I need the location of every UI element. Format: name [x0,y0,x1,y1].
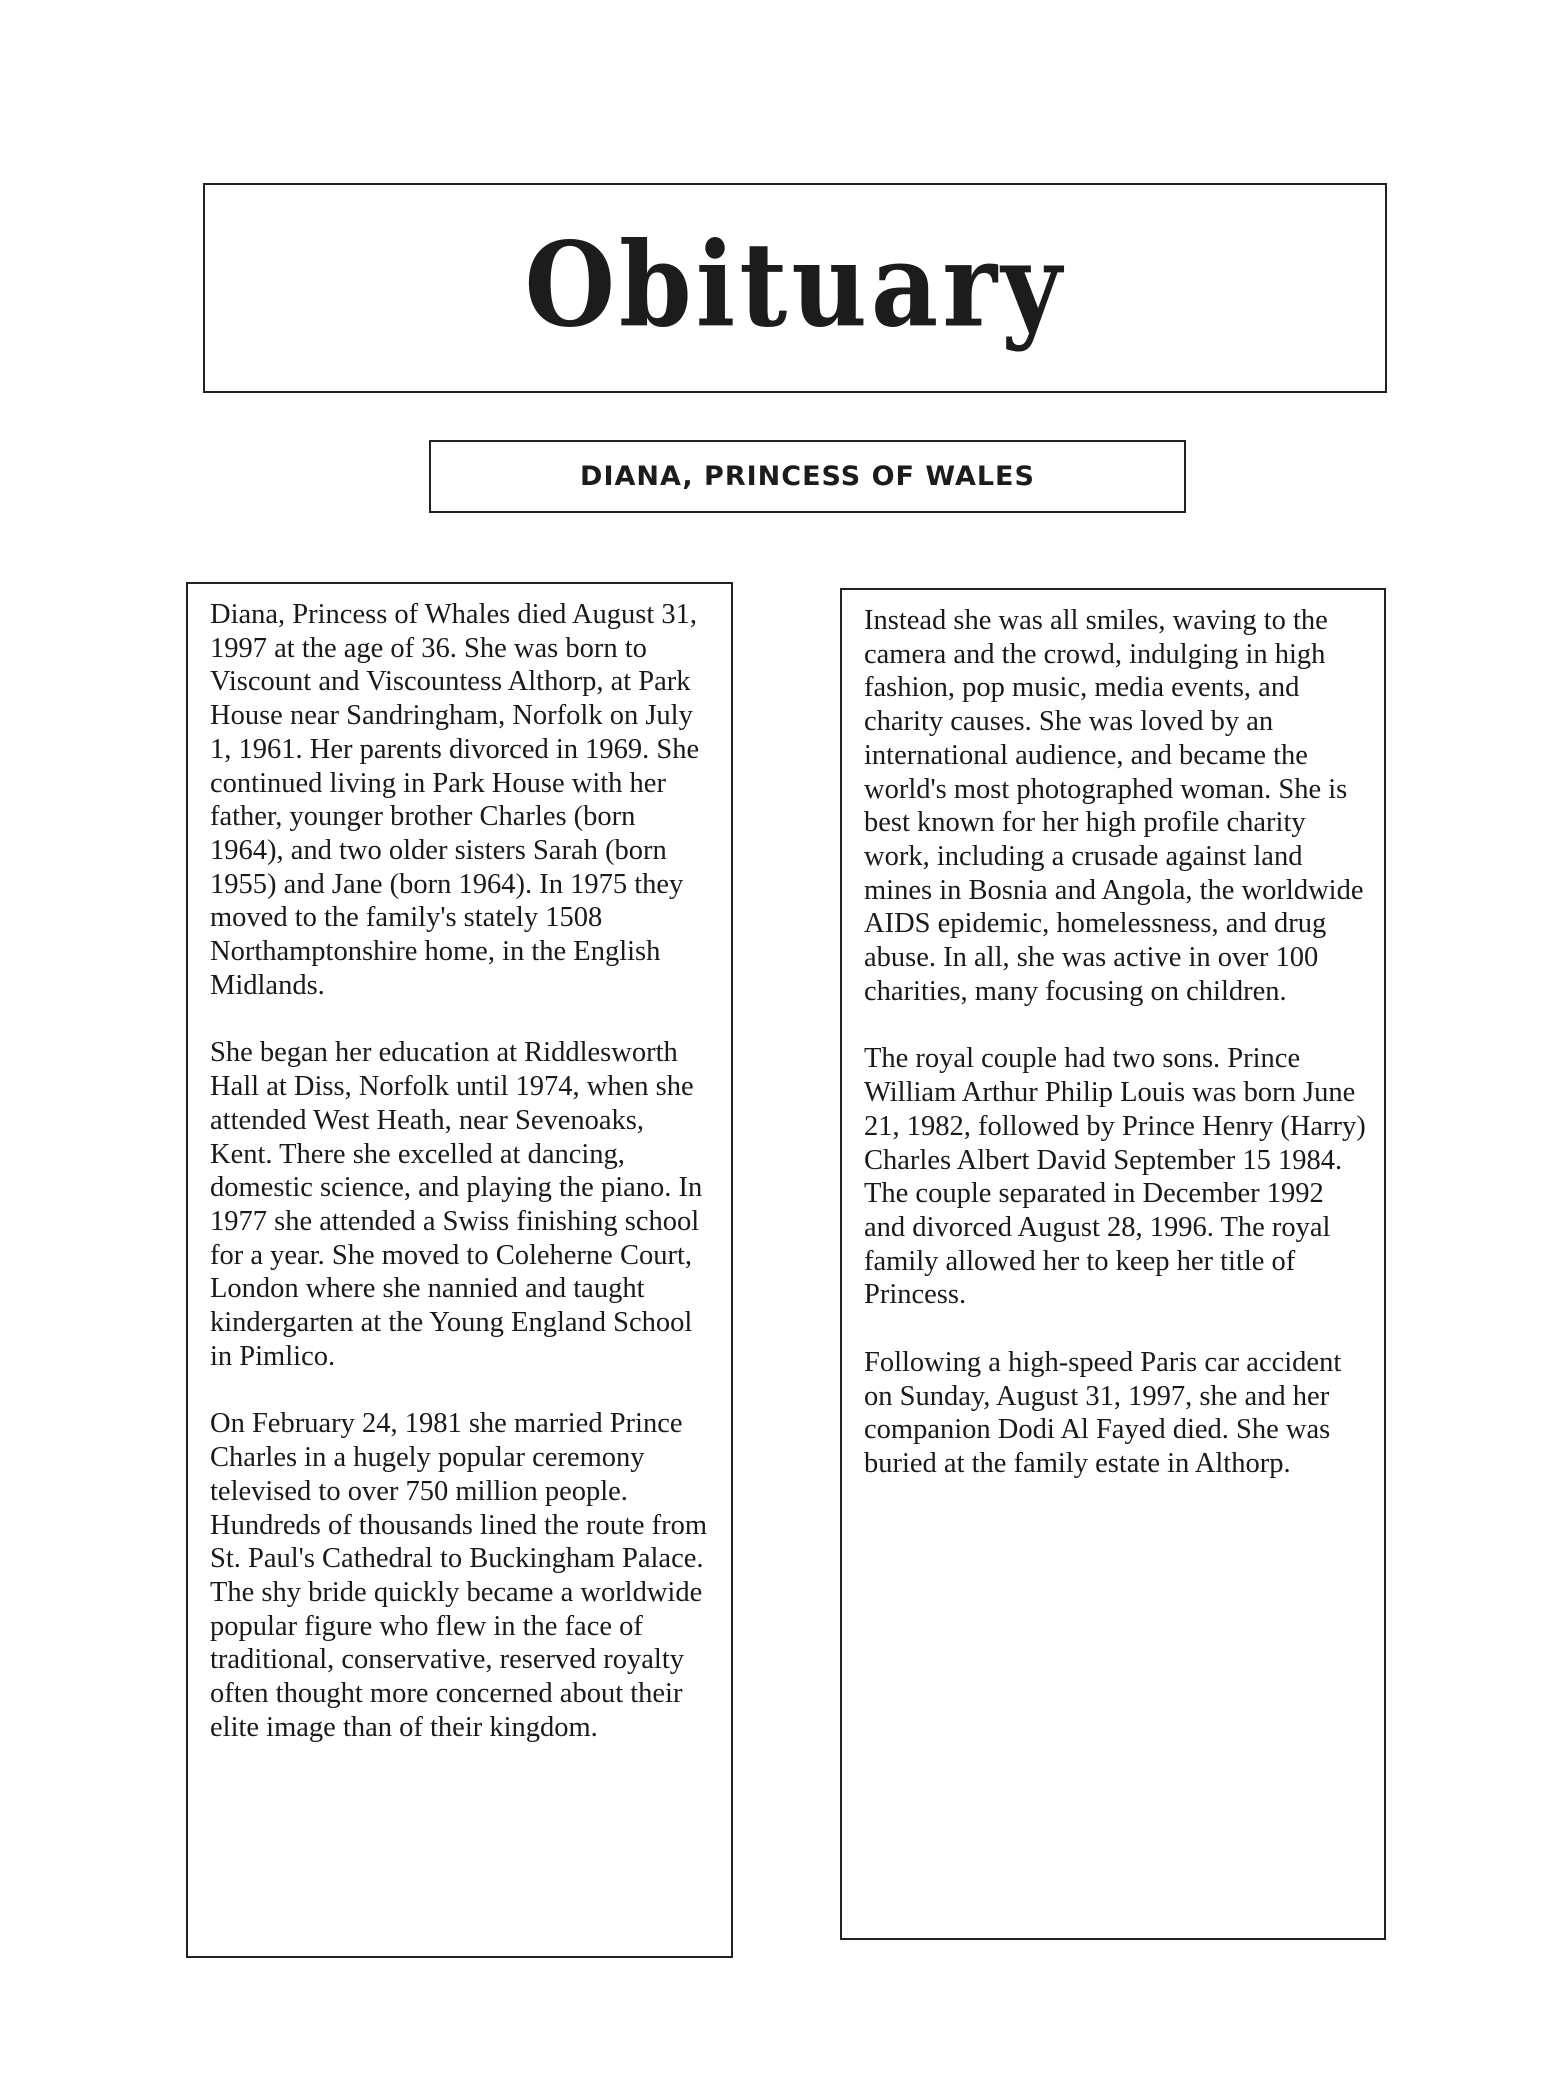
left-column [186,582,733,1958]
subtitle-box [429,440,1186,513]
paragraph: Diana, Princess of Whales died August 31, 1997 at the age of 36. She was born to Viscount and Viscountess Althorp, at Park House near Sandringham, Norfolk on July 1, 1961. Her parents divorced in 1969. She continued living in Park House with her father, younger brother Charles (born 1964), and two older sisters Sarah (born 1955) and Jane (born 1964). In 1975 they moved to the family's stately 1508 Northamptonshire home, in the English Midlands. [210,599,700,1001]
title-box [203,183,1387,393]
right-column [840,588,1386,1940]
paragraph: Following a high-speed Paris car accident on Sunday, August 31, 1997, she and her companion Dodi Al Fayed died. She was buried at the family estate in Althorp. [864,1347,1342,1480]
page-title: Obituary [524,215,1066,353]
paragraph: Instead she was all smiles, waving to the camera and the crowd, indulging in high fashion, pop music, media events, and charity causes. She was loved by an international audience, and became the world's most photographed woman. She is best known for her high profile charity work, including a crusade against land mines in Bosnia and Angola, the worldwide AIDS epidemic, homelessness, and drug abuse. In all, she was active in over 100 charities, many focusing on children. [864,605,1364,1007]
page-subtitle: DIANA, PRINCESS OF WALES [580,461,1035,492]
paragraph: The royal couple had two sons. Prince William Arthur Philip Louis was born June 21, 1982, followed by Prince Henry (Harry) Charles Albert David September 15 1984. The couple separated in December 1992 and divorced August 28, 1996. The royal family allowed her to keep her title of Princess. [864,1043,1366,1311]
paragraph: On February 24, 1981 she married Prince Charles in a hugely popular ceremony televised to over 750 million people. Hundreds of thousands lined the route from St. Paul's Cathedral to Buckingham Palace. The shy bride quickly became a worldwide popular figure who flew in the face of traditional, conservative, reserved royalty often thought more concerned about their elite image than of their kingdom. [210,1408,708,1743]
paragraph: She began her education at Riddlesworth Hall at Diss, Norfolk until 1974, when she attended West Heath, near Sevenoaks, Kent. There she excelled at dancing, domestic science, and playing the piano. In 1977 she attended a Swiss finishing school for a year. She moved to Coleherne Court, London where she nannied and taught kindergarten at the Young England School in Pimlico. [210,1037,703,1372]
